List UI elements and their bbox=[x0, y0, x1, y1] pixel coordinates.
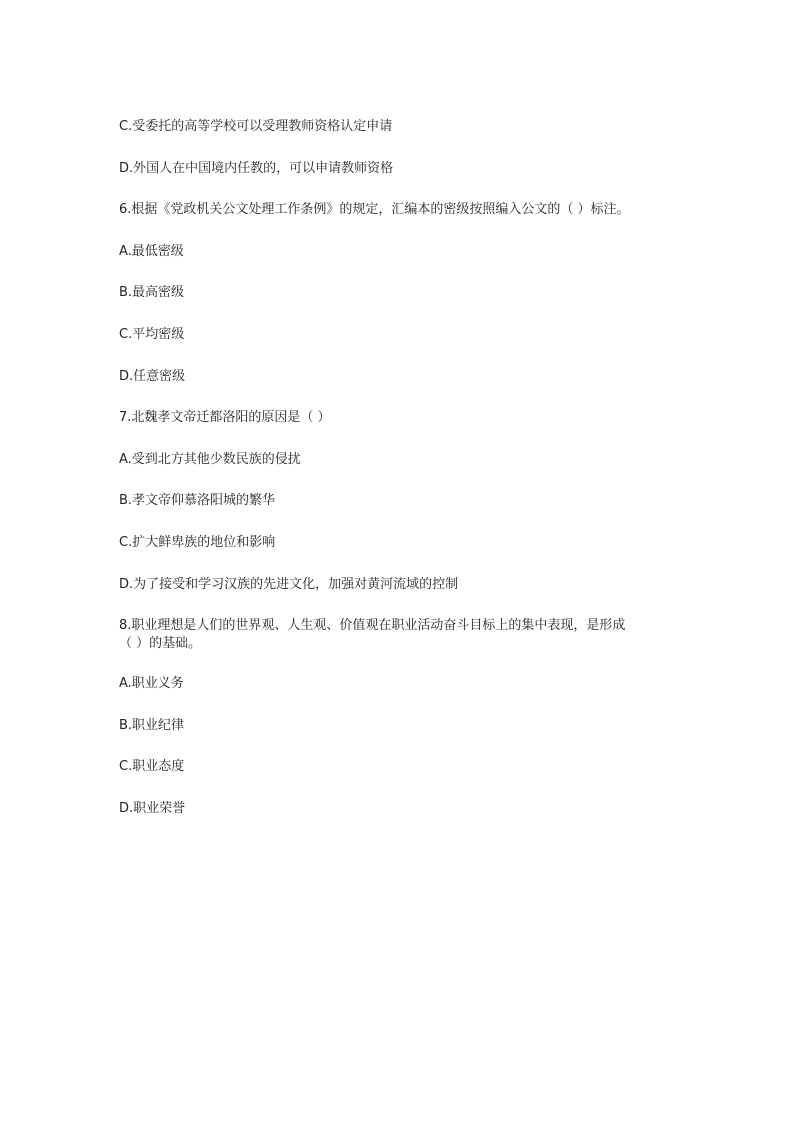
option-c-q6: C.平均密级 bbox=[119, 326, 185, 342]
option-b-q6: B.最高密级 bbox=[119, 285, 185, 301]
option-c-q5: C.受委托的高等学校可以受理教师资格认定申请 bbox=[119, 119, 393, 134]
question-8 bbox=[119, 617, 679, 653]
option-b-q8: B.职业纪律 bbox=[119, 717, 185, 733]
option-a-q8: A.职业义务 bbox=[119, 676, 184, 692]
option-d-q5: D.外国人在中国境内任教的，可以申请教师资格 bbox=[119, 160, 394, 176]
question-8-line-1: 8.职业理想是人们的世界观、人生观、价值观在职业活动奋斗目标上的集中表现，是形成 bbox=[119, 618, 626, 634]
document-page bbox=[119, 118, 679, 842]
option-c-q7: C.扩大鲜卑族的地位和影响 bbox=[119, 534, 276, 550]
option-d-q7: D.为了接受和学习汉族的先进文化，加强对黄河流域的控制 bbox=[119, 576, 459, 592]
option-a-q7: A.受到北方其他少数民族的侵扰 bbox=[119, 451, 301, 467]
question-7: 7.北魏孝文帝迁都洛阳的原因是（ ） bbox=[119, 410, 331, 426]
option-d-q8: D.职业荣誉 bbox=[119, 800, 186, 816]
option-a-q6: A.最低密级 bbox=[119, 243, 184, 259]
option-c-q8: C.职业态度 bbox=[119, 759, 185, 775]
option-d-q6: D.任意密级 bbox=[119, 368, 186, 384]
option-b-q7: B.孝文帝仰慕洛阳城的繁华 bbox=[119, 493, 276, 509]
question-6: 6.根据《党政机关公文处理工作条例》的规定，汇编本的密级按照编入公文的（ ）标注。 bbox=[119, 202, 630, 218]
question-8-line-2: （ ）的基础。 bbox=[119, 636, 202, 652]
